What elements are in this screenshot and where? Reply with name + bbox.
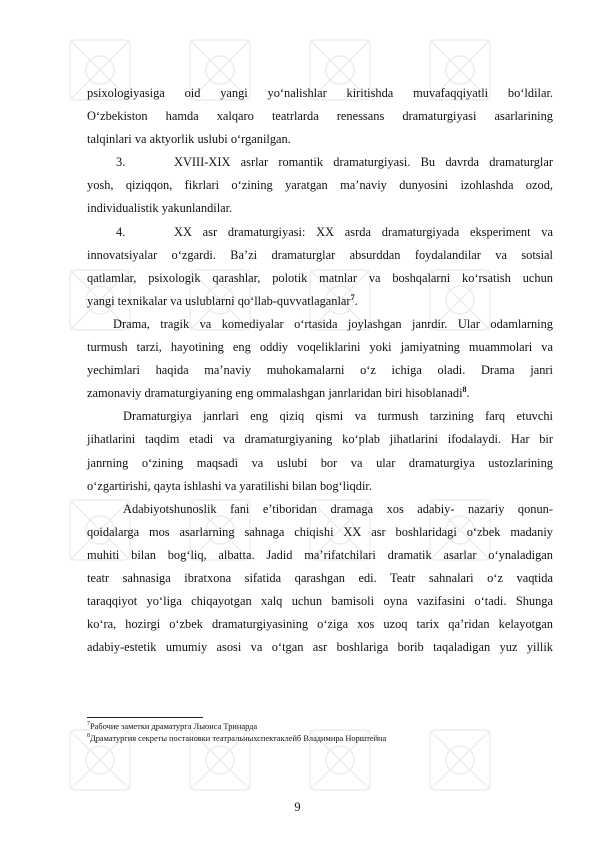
text-line: janrning o‘zining maqsadi va uslubi bor va ular dramaturgiya ustozlarining <box>87 455 553 470</box>
paragraph-genres <box>87 405 553 497</box>
text-line: jihatlarini taqdim etadi va dramaturgiyaning ko‘plab jihatlarini ifodalaydi. Har bir <box>87 432 553 447</box>
footnote-number: 7 <box>87 721 90 728</box>
text-line: yechimlari haqida ma’naviy muhokamalarni o‘z ichiga oladi. Drama janri <box>87 363 553 378</box>
text-line: taraqqiyot yo‘liga chiqayotgan xalq uchun bamisoli oyna vazifasini o‘tadi. Shunga <box>87 594 553 609</box>
footnote-text: Драматургия секреты постановки театральныхспектаклейб Владимира Норштейна <box>90 734 387 743</box>
text-line: qoidalarga mos asarlarning sahnaga chiqishi XX asr boshlaridagi o‘zbek madaniy <box>87 524 553 539</box>
footnote-8 <box>87 733 557 745</box>
text-line: Drama, tragik va komediyalar o‘rtasida joylashgan janrdir. Ular odamlarning <box>113 316 553 331</box>
list-item-4 <box>87 221 553 313</box>
text-line: muhiti bilan bog‘liq, albatta. Jadid ma’rifatchilari dramatik asarlar o‘ynaladigan <box>87 547 553 562</box>
paragraph-drama <box>87 313 553 405</box>
list-item-3 <box>87 151 553 220</box>
text-line <box>87 221 553 244</box>
text-line: yosh, qiziqqon, fikrlari o‘zining yaratgan ma’naviy dunyosini izohlashda ozod, <box>87 178 553 193</box>
text-line: adabiy-estetik umumiy asosi va o‘tgan asr boshlariga borib taqaladigan yuz yillik <box>87 640 553 655</box>
text-line: psixologiyasiga oid yangi yo‘nalishlar kiritishda muvafaqqiyatli bo‘ldilar. <box>87 86 553 100</box>
text-line: teatr sahnasiga ibratxona sifatida qarashgan edi. Teatr sahnalari o‘z vaqtida <box>87 570 553 585</box>
footnote-text: Рабочие заметки драматурга Льюиса Тринарда <box>90 722 258 731</box>
text-line: Adabiyotshunoslik fani e’tiboridan dramaga xos adabiy- nazariy qonun- <box>123 501 553 516</box>
footnote-number: 8 <box>87 733 90 740</box>
sentence-end: . <box>354 293 358 308</box>
text-line: ko‘ra, hozirgi o‘zbek dramaturgiyasining o‘ziga xos uzoq tarix qa’ridan kelayotgan <box>87 617 553 632</box>
footnote-ref-8[interactable]: 8 <box>462 385 467 395</box>
text-line: Dramaturgiya janrlari eng qiziq qismi va turmush tarzining farq etuvchi <box>123 409 553 424</box>
list-item-text: XVIII-XIX asrlar romantik dramaturgiyasi. Bu davrda dramaturglar <box>174 155 553 170</box>
sentence-end: . <box>466 386 470 401</box>
text-line-content: yangi texnikalar va uslublarni qo‘llab-quvvatlaganlar <box>87 293 351 308</box>
page-body <box>87 82 553 659</box>
text-line <box>87 290 553 313</box>
text-line: turmush tarzi, hayotining eng oddiy voqeliklarini yoki jamiyatning muammolari va <box>87 340 553 355</box>
footnote-7 <box>87 721 557 733</box>
footnote-ref-7[interactable]: 7 <box>350 292 355 302</box>
text-line: innovatsiyalar o‘zgardi. Ba’zi dramaturglar absurddan foydalandilar va sotsial <box>87 247 553 262</box>
footnote-divider <box>87 717 203 718</box>
footnotes <box>87 721 557 745</box>
paragraph-literary-studies <box>87 498 553 660</box>
list-number: 4. <box>116 224 126 239</box>
list-number: 3. <box>116 155 126 170</box>
text-line: individualistik yakunlandilar. <box>87 201 233 216</box>
text-line: talqinlari va aktyorlik uslubi o‘rganilgan. <box>87 132 291 147</box>
text-line <box>87 151 553 174</box>
text-line <box>87 382 553 405</box>
text-line: O‘zbekiston hamda xalqaro teatrlarda renessans dramaturgiyasi asarlarining <box>87 109 553 124</box>
list-item-text: XX asr dramaturgiyasi: XX asrda dramaturgiyada eksperiment va <box>174 224 553 239</box>
paragraph-intro <box>87 82 553 151</box>
page-number: 9 <box>294 800 301 814</box>
text-line: o‘zgartirishi, qayta ishlashi va yaratilishi bilan bog‘liqdir. <box>87 478 372 493</box>
text-line-content: zamonaviy dramaturgiyaning eng ommalashgan janrlaridan biri hisoblanadi <box>87 386 463 401</box>
text-line: qatlamlar, psixologik qarashlar, polotik matnlar va boshqalarni ko‘rsatish uchun <box>87 270 553 285</box>
